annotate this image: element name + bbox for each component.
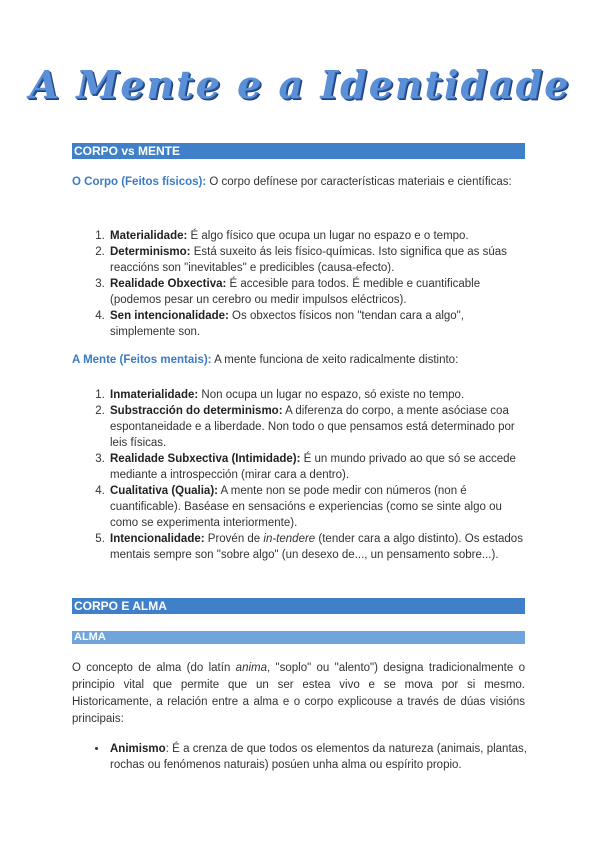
corpo-intro-text: O corpo defínese por características materiais e científicas: (206, 176, 512, 188)
item-key: Sen intencionalidade: (110, 310, 229, 322)
item-key: Materialidade: (110, 230, 188, 242)
list-item (108, 308, 527, 340)
item-text: : É a crenza de que todos os elementos da natureza (animais, plantas, rochas ou fenómenos naturais) posúen unha alma ou espírito propio. (110, 743, 527, 771)
section-heading-corpo-e-alma: CORPO E ALMA (72, 598, 525, 614)
list-item (108, 403, 527, 451)
item-key: Substracción do determinismo: (110, 405, 283, 417)
item-key: Realidade Obxectiva: (110, 278, 227, 290)
list-item (108, 244, 527, 276)
mente-label: A Mente (Feitos mentais): (72, 354, 212, 366)
item-text: Provén de (204, 533, 264, 545)
item-text: É accesible para todos. É medible e cuantificable (podemos pesar un cerebro ou medir impulsos eléctricos). (110, 278, 481, 306)
item-text: A diferenza do corpo, a mente asóciase coa espontaneidade e a liberdade. Non todo o que pensamos está determinado por leis físicas. (110, 405, 515, 449)
item-text: Os obxectos físicos non "tendan cara a algo", simplemente son. (110, 310, 464, 338)
list-item (108, 483, 527, 531)
item-text: Está suxeito ás leis físico-químicas. Isto significa que as súas reaccións son "inevitables" e predicibles (causa-efecto). (110, 246, 507, 274)
list-item (108, 387, 527, 403)
item-key: Animismo (110, 743, 166, 755)
paragraph-text: , "soplo" ou "alento") designa tradicionalmente o principio vital que permite que un ser estea vivo e se mova por si mesmo. Historicamente, a relación entre a alma e o corpo explicouse a través de dúas visións principais: (72, 662, 525, 725)
item-text: Non ocupa un lugar no espazo, só existe no tempo. (198, 389, 465, 401)
mente-intro-text: A mente funciona de xeito radicalmente distinto: (211, 354, 459, 366)
corpo-list (72, 228, 527, 340)
item-key: Cualitativa (Qualia): (110, 485, 218, 497)
item-key: Determinismo: (110, 246, 191, 258)
list-item (108, 741, 527, 773)
corpo-intro (72, 174, 525, 191)
item-text: A mente non se pode medir con números (non é cuantificable). Baséase en sensacións e experiencias (como se sinte algo ou como se experimenta interiormente). (110, 485, 502, 529)
mente-intro (72, 352, 525, 369)
mente-list (72, 387, 527, 563)
subheading-alma: ALMA (72, 631, 525, 644)
page-title: A Mente e a Identidade (29, 62, 571, 107)
item-text-emphasis: in-tendere (263, 533, 316, 545)
list-item (108, 451, 527, 483)
item-key: Intencionalidade: (110, 533, 205, 545)
paragraph-emphasis: anima (235, 662, 267, 674)
item-key: Inmaterialidade: (110, 389, 199, 401)
corpo-label: O Corpo (Feitos físicos): (72, 176, 207, 188)
paragraph-text: O concepto de alma (do latín (72, 662, 236, 674)
list-item (108, 276, 527, 308)
item-text: É un mundo privado ao que só se accede mediante a introspección (mirar cara a dentro). (110, 453, 516, 481)
alma-paragraph (72, 660, 525, 728)
list-item (108, 531, 527, 563)
item-text: É algo físico que ocupa un lugar no espazo e o tempo. (187, 230, 469, 242)
item-key: Realidade Subxectiva (Intimidade): (110, 453, 301, 465)
item-text: (tender cara a algo distinto). Os estados mentais sempre son "sobre algo" (un desexo de..., un pensamento sobre...). (110, 533, 523, 561)
list-item (108, 228, 527, 244)
section-heading-corpo-vs-mente: CORPO vs MENTE (72, 143, 525, 159)
alma-bullet-list (72, 741, 527, 773)
